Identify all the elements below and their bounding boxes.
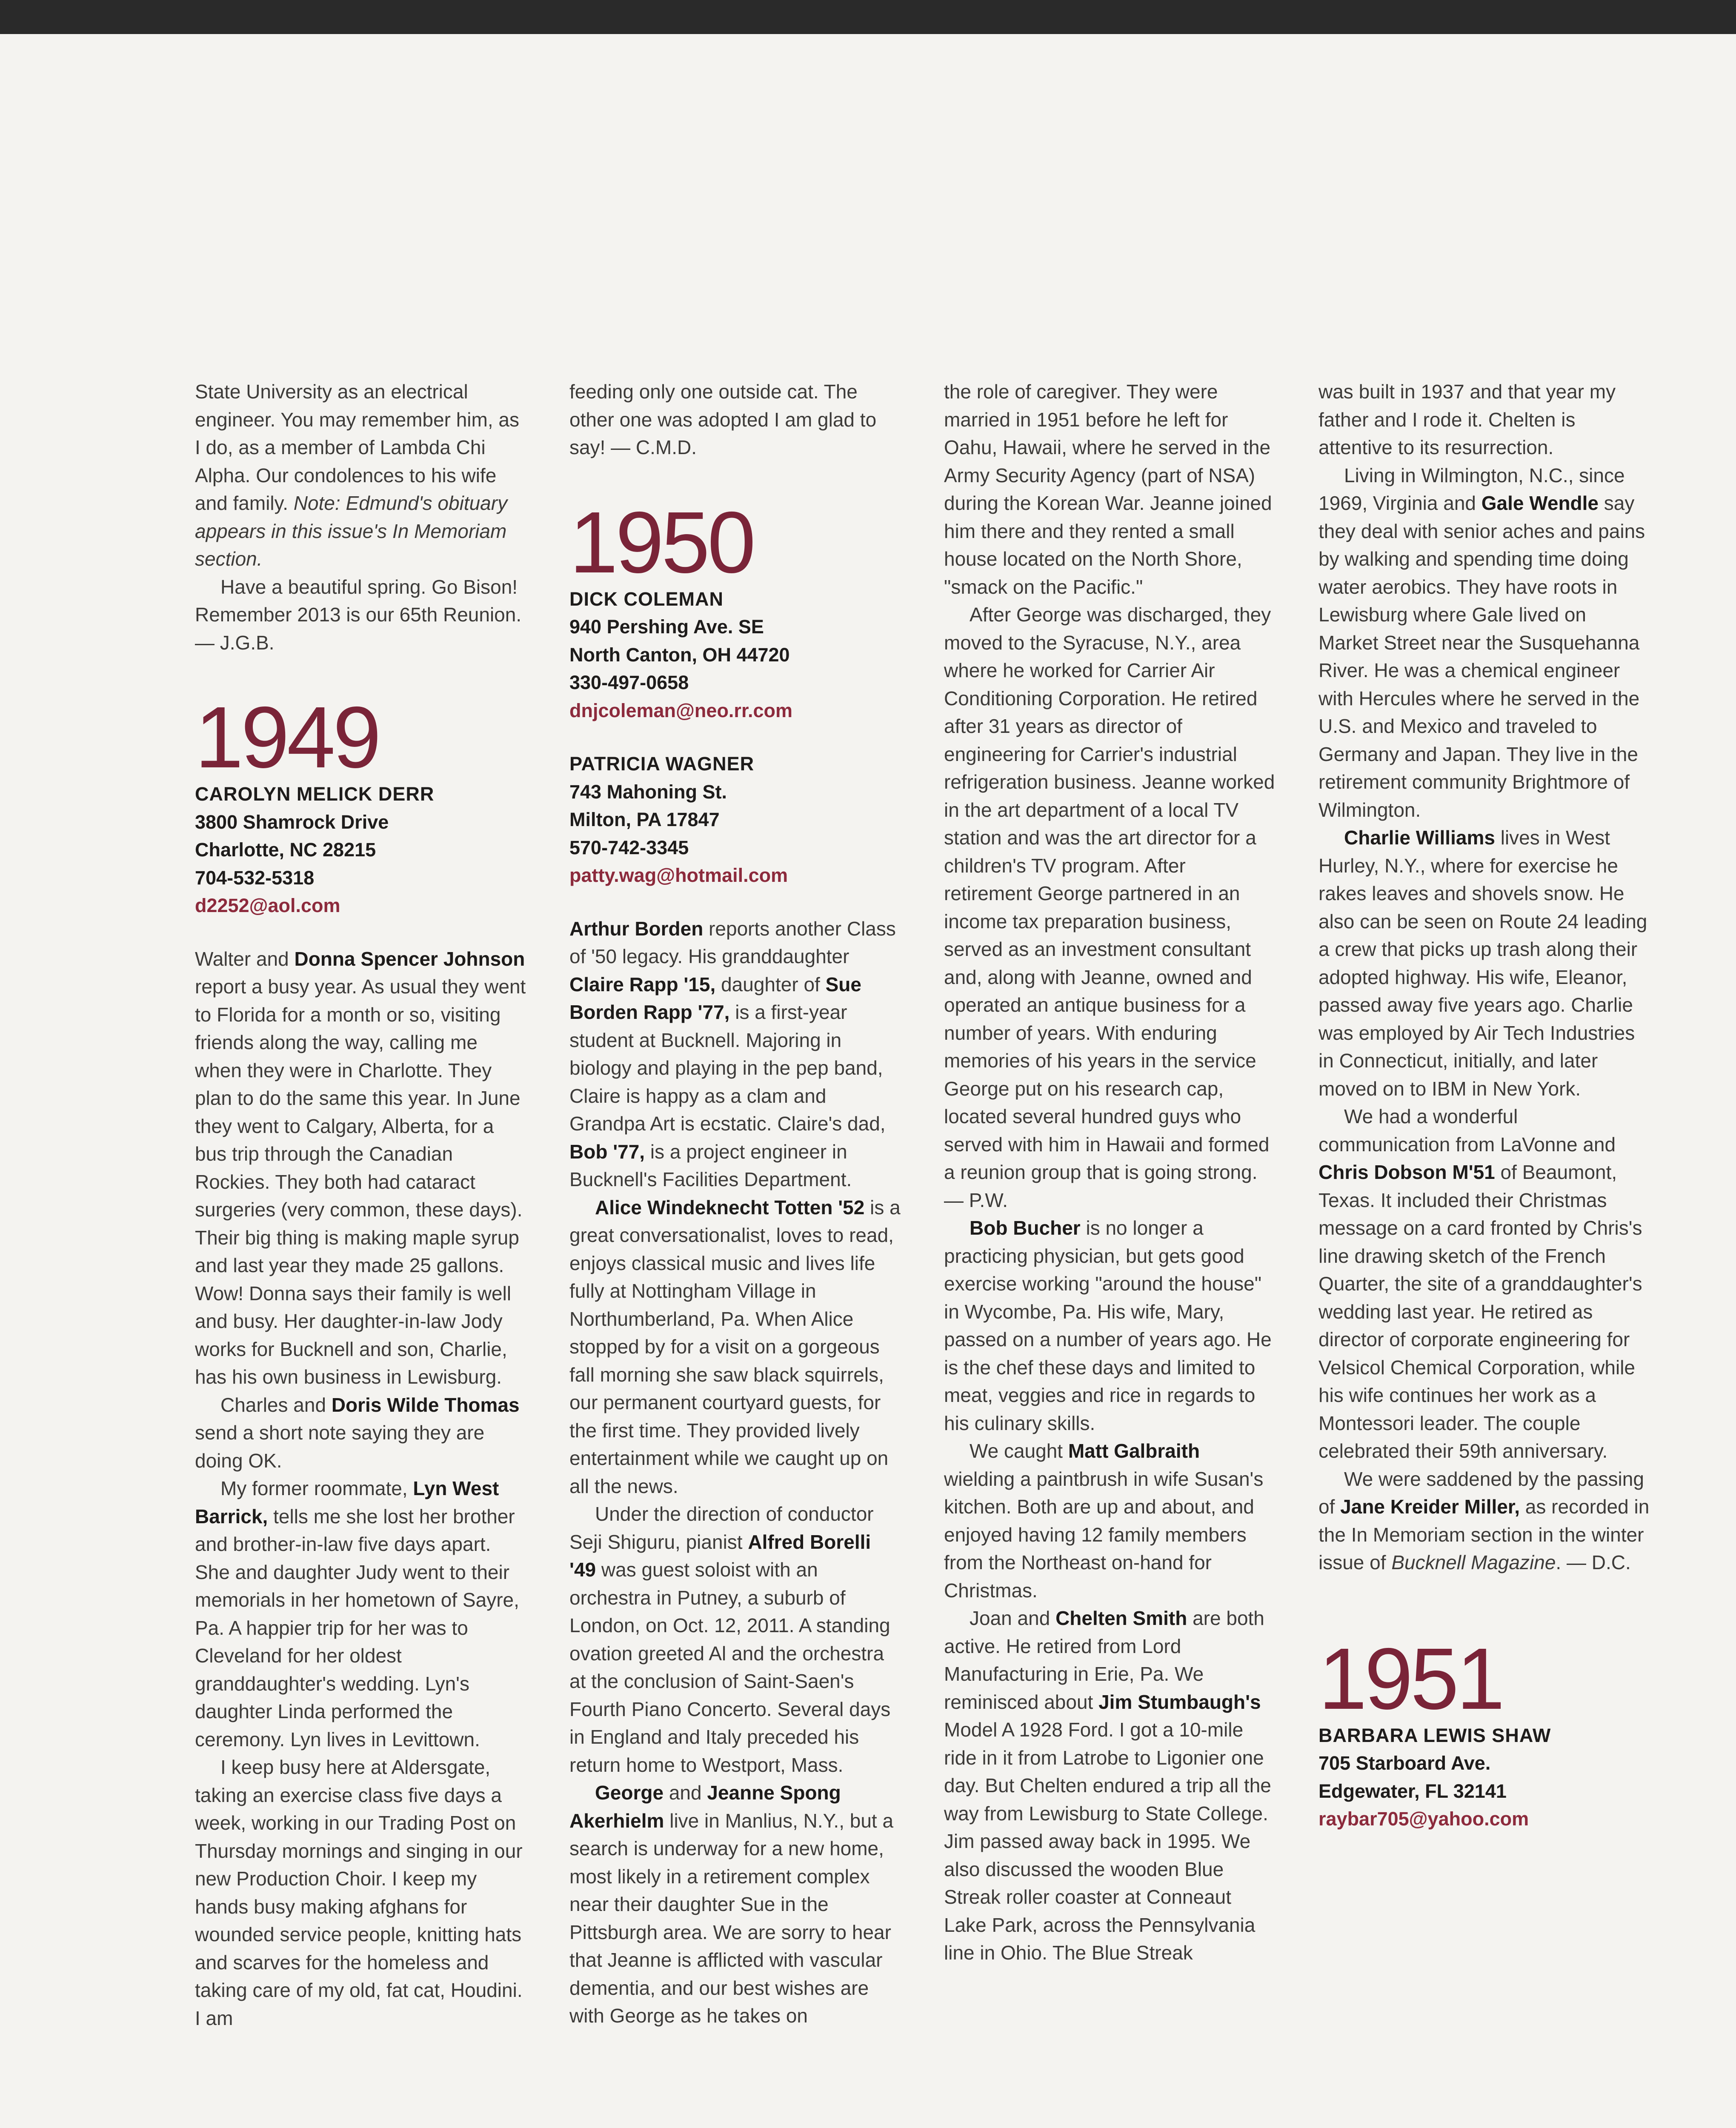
column-4 (1318, 378, 1650, 1833)
class-correspondent-contact (569, 750, 901, 890)
paragraph: George and Jeanne Spong Akerhielm live in Manlius, N.Y., but a search is underway for a new home, most likely in a retirement complex near their daughter Sue in the Pittsburgh area. We are sorry to hear that Jeanne is afflicted with vascular dementia, and our best wishes are with George as he takes on (569, 1782, 894, 2027)
correspondent-address: 743 Mahoning St. (569, 781, 727, 803)
correspondent-phone: 704-532-5318 (195, 867, 315, 889)
class-year-heading: 1949 (195, 689, 379, 786)
paragraph: Charlie Williams lives in West Hurley, N.Y., where for exercise he rakes leaves and shovels snow. He also can be seen on Route 24 leading a crew that picks up trash along their adopted highway. His wife, Eleanor, passed away five years ago. Charlie was employed by Air Tech Industries in Connecticut, initially, and later moved on to IBM in New York. (1318, 827, 1647, 1100)
correspondent-name: DICK COLEMAN (569, 588, 724, 610)
paragraph: Under the direction of conductor Seji Shiguru, pianist Alfred Borelli '49 was guest soloist with an orchestra in Putney, a suburb of London, on Oct. 12, 2011. A standing ovation greeted Al and the orchestra at the conclusion of Saint-Saen's Fourth Piano Concerto. Several days in England and Italy preceded his return home to Westport, Mass. (569, 1503, 891, 1776)
correspondent-email-link[interactable]: raybar705@yahoo.com (1318, 1808, 1529, 1830)
column-2 (569, 378, 901, 2030)
paragraph: Joan and Chelten Smith are both active. He retired from Lord Manufacturing in Erie, Pa. We reminisced about Jim Stumbaugh's Model A 1928 Ford. I got a 10-mile ride in it from Latrobe to Ligonier one day. But Chelten endured a trip all the way from Lewisburg to State College. Jim passed away back in 1995. We also discussed the wooden Blue Streak roller coaster at Conneaut Lake Park, across the Pennsylvania line in Ohio. The Blue Streak (944, 1607, 1271, 1964)
paragraph: Bob Bucher is no longer a practicing physician, but gets good exercise working "around the house" in Wycombe, Pa. His wife, Mary, passed on a number of years ago. He is the chef these days and limited to meat, veggies and rice in regards to his culinary skills. (944, 1217, 1272, 1434)
paragraph: We caught Matt Galbraith wielding a paintbrush in wife Susan's kitchen. Both are up and about, and enjoyed having 12 family members from the Northeast on-hand for Christmas. (944, 1440, 1264, 1602)
paragraph: Living in Wilmington, N.C., since 1969, Virginia and Gale Wendle say they deal with senior aches and pains by walking and spending time doing water aerobics. They have roots in Lewisburg where Gale lived on Market Street near the Susquehanna River. He was a chemical engineer with Hercules where he served in the U.S. and Mexico and traveled to Germany and Japan. They live in the retirement community Brightmore of Wilmington. (1318, 464, 1645, 821)
correspondent-email-link[interactable]: dnjcoleman@neo.rr.com (569, 699, 793, 721)
correspondent-phone: 570-742-3345 (569, 836, 689, 858)
correspondent-address: 940 Pershing Ave. SE (569, 616, 764, 638)
correspondent-email-link[interactable]: patty.wag@hotmail.com (569, 864, 788, 886)
correspondent-city: North Canton, OH 44720 (569, 644, 790, 666)
correspondent-city: Edgewater, FL 32141 (1318, 1780, 1507, 1802)
correspondent-phone: 330-497-0658 (569, 672, 689, 693)
class-correspondent-contact (1318, 1722, 1650, 1833)
correspondent-city: Milton, PA 17847 (569, 809, 720, 830)
column-1 (195, 378, 527, 2032)
paragraph: was built in 1937 and that year my father and I rode it. Chelten is attentive to its resurrection. (1318, 380, 1616, 458)
paragraph: After George was discharged, they moved to the Syracuse, N.Y., area where he worked for Carrier Air Conditioning Corporation. He retired after 31 years as director of engineering for Carrier's industrial refrigeration business. Jeanne worked in the art department of a local TV station and was the art director for a children's TV program. After retirement George partnered in an income tax preparation business, served as an investment consultant and, along with Jeanne, owned and operated an antique business for a number of years. With enduring memories of his years in the service George put on his research cap, located several hundred guys who served with him in Hawaii and formed a reunion group that is going strong. — P.W. (944, 604, 1275, 1211)
paragraph: Have a beautiful spring. Go Bison! Remember 2013 is our 65th Reunion. — J.G.B. (195, 575, 522, 654)
correspondent-name: BARBARA LEWIS SHAW (1318, 1724, 1551, 1746)
class-correspondent-contact (195, 780, 527, 920)
paragraph: Walter and Donna Spencer Johnson report a busy year. As usual they went to Florida for a month or so, visiting friends along the way, calling me when they were in Charlotte. They plan to do the same this year. In June they went to Calgary, Alberta, for a bus trip through the Canadian Rockies. They both had cataract surgeries (very common, these days). Their big thing is making maple syrup and last year they made 25 gallons. Wow! Donna says their family is well and busy. Her daughter-in-law Jody works for Bucknell and son, Charlie, has his own business in Lewisburg. (195, 947, 526, 1388)
paragraph: Alice Windeknecht Totten '52 is a great conversationalist, loves to read, enjoys classical music and lives life fully at Nottingham Village in Northumberland, Pa. When Alice stopped by for a visit on a gorgeous fall morning she saw black squirrels, our permanent courtyard guests, for the first time. They provided lively entertainment while we caught up on all the news. (569, 1196, 901, 1497)
paragraph: I keep busy here at Aldersgate, taking an exercise class five days a week, working in our Trading Post on Thursday mornings and singing in our new Production Choir. I keep my hands busy making afghans for wounded service people, knitting hats and scarves for the homeless and taking care of my old, fat cat, Houdini. I am (195, 1756, 523, 2029)
paragraph: We had a wonderful communication from LaVonne and Chris Dobson M'51 of Beaumont, Texas. It included their Christmas message on a card fronted by Chris's line drawing sketch of the French Quarter, the site of a granddaughter's wedding last year. He retired as director of corporate engineering for Velsicol Chemical Corporation, while his wife continues her work as a Montessori leader. The couple celebrated their 59th anniversary. (1318, 1105, 1642, 1462)
correspondent-email-link[interactable]: d2252@aol.com (195, 895, 340, 916)
paragraph: Arthur Borden reports another Class of '50 legacy. His granddaughter Claire Rapp '15, daughter of Sue Borden Rapp '77, is a first-year student at Bucknell. Majoring in biology and playing in the pep band, Claire is happy as a clam and Grandpa Art is ecstatic. Claire's dad, Bob '77, is a project engineer in Bucknell's Facilities Department. (569, 917, 896, 1190)
correspondent-city: Charlotte, NC 28215 (195, 839, 376, 861)
correspondent-address: 705 Starboard Ave. (1318, 1752, 1491, 1774)
correspondent-address: 3800 Shamrock Drive (195, 811, 389, 833)
obituary-note: Note: Edmund's obituary appears in this issue's In Memoriam section. (195, 492, 508, 570)
paragraph: the role of caregiver. They were married in 1951 before he left for Oahu, Hawaii, where he served in the Army Security Agency (part of NSA) during the Korean War. Jeanne joined him there and they rented a small house located on the North Shore, "smack on the Pacific." (944, 380, 1272, 598)
class-year-heading: 1950 (569, 493, 754, 591)
correspondent-name: CAROLYN MELICK DERR (195, 783, 435, 805)
paragraph: My former roommate, Lyn West Barrick, tells me she lost her brother and brother-in-law five days apart. She and daughter Judy went to their memorials in her hometown of Sayre, Pa. A happier trip for her was to Cleveland for her oldest granddaughter's wedding. Lyn's daughter Linda performed the ceremony. Lyn lives in Levittown. (195, 1477, 519, 1750)
correspondent-name: PATRICIA WAGNER (569, 753, 755, 775)
paragraph: feeding only one outside cat. The other one was adopted I am glad to say! — C.M.D. (569, 380, 877, 458)
paragraph: State University as an electrical engineer. You may remember him, as I do, as a member of Lambda Chi Alpha. Our condolences to his wife and family. Note: Edmund's obituary appears in this issue's In Memoriam section. (195, 380, 519, 570)
paragraph: Charles and Doris Wilde Thomas send a short note saying they are doing OK. (195, 1393, 520, 1472)
paragraph: We were saddened by the passing of Jane Kreider Miller, as recorded in the In Memoriam section in the winter issue of Bucknell Magazine. — D.C. (1318, 1467, 1650, 1573)
column-3 (944, 378, 1276, 1967)
class-year-heading: 1951 (1318, 1630, 1503, 1728)
class-correspondent-contact (569, 585, 901, 725)
